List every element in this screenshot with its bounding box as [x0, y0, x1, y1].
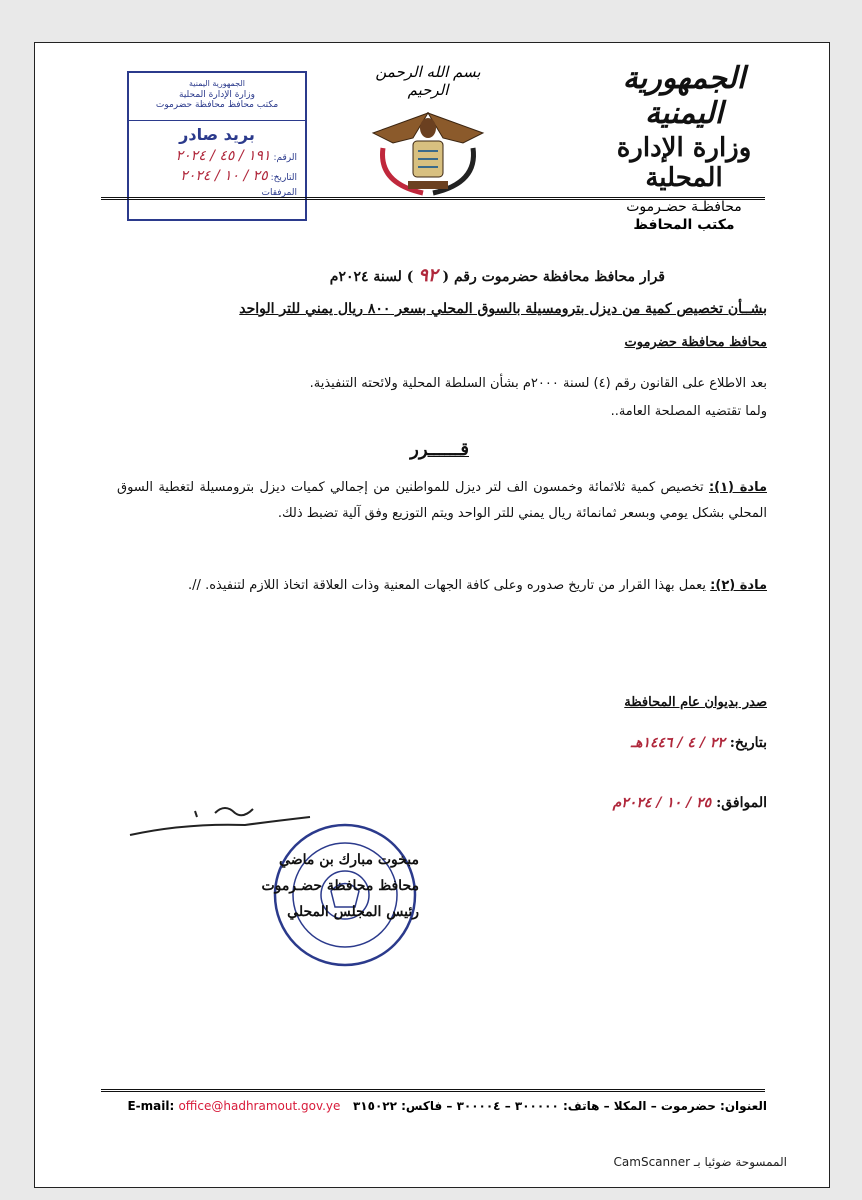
footer-address-text: العنوان: حضرموت – المكلا – هاتف: ٣٠٠٠٠٠ – ٣٠٠٠٠٤ – فاكس: ٣١٥٠٢٢ — [352, 1099, 767, 1113]
footer-address — [127, 1099, 767, 1113]
article-1 — [117, 475, 767, 527]
stamp-date-row — [129, 168, 305, 184]
stamp-ref-row — [129, 148, 305, 164]
signatory-name: مبخوت مبارك بن ماضي — [279, 852, 419, 868]
scanner-watermark: الممسوحة ضوئيا بـ CamScanner — [613, 1155, 787, 1169]
stamp-ref-value: ١٩١ / ٤٥ / ٢٠٢٤ — [175, 148, 271, 164]
decision-heading: قــــــرر — [410, 439, 469, 460]
stamp-line2: وزارة الإدارة المحلية — [179, 90, 255, 100]
hijri-date-value: ٢٢ / ٤ / ١٤٤٦هـ — [630, 735, 725, 751]
stamp-date-label: التاريخ: — [270, 173, 297, 183]
decree-subject: بشــأن تخصيص كمية من ديزل بترومسيلة بالسوق المحلي بسعر ٨٠٠ ريال يمني للتر الواحد — [239, 301, 767, 317]
header-divider — [101, 197, 765, 200]
ministry-name: وزارة الإدارة المحلية — [616, 133, 752, 193]
stamp-line3: مكتب محافظ محافظة حضرموت — [155, 100, 279, 110]
hijri-date — [631, 735, 767, 751]
gregorian-date-value: ٢٥ / ١٠ / ٢٠٢٤م — [612, 795, 712, 811]
issuance-heading: صدر بديوان عام المحافظة — [624, 695, 767, 710]
preamble-2: ولما تقتضيه المصلحة العامة.. — [610, 404, 767, 419]
gregorian-date-label: الموافق: — [716, 795, 767, 811]
stamp-line1: الجمهورية اليمنية — [188, 79, 245, 88]
footer-divider — [101, 1089, 765, 1092]
office-name: مكتب المحافظ — [633, 217, 735, 233]
governor-heading: محافظ محافظة حضرموت — [624, 335, 767, 350]
article-2-label: مادة (٢): — [710, 578, 767, 593]
stamp-att-label: المرفقات — [261, 188, 297, 198]
footer-email-label: E-mail: — [127, 1099, 175, 1113]
signatory-title2: رئيس المجلس المحلي — [287, 904, 419, 920]
letterhead — [579, 61, 789, 233]
hijri-date-label: بتاريخ: — [729, 735, 767, 751]
stamp-title: بريد صادر — [129, 120, 305, 144]
article-1-text: تخصيص كمية ثلاثمائة وخمسون الف لتر ديزل للمواطنين من إجمالي كميات ديزل بترومسيلة لتغطية السوق المحلي بشكل يومي وبسعر ثمانمائة ريال يمني للتر الواحد ويتم التوزيع وفق آلية تضبط ذلك. — [117, 480, 767, 521]
decree-title-prefix: قرار محافظ محافظة حضرموت رقم ( — [442, 269, 665, 285]
decree-title — [330, 265, 665, 286]
footer-email-value[interactable]: office@hadhramout.gov.ye — [178, 1099, 341, 1113]
country-name: الجمهورية اليمنية — [622, 61, 746, 131]
preamble-1: بعد الاطلاع على القانون رقم (٤) لسنة ٢٠٠٠م بشأن السلطة المحلية ولائحته التنفيذية. — [309, 376, 767, 391]
article-2 — [117, 573, 767, 599]
stamp-ref-label: الرقم: — [273, 153, 297, 163]
basmala: بسم الله الرحمن الرحيم — [375, 63, 481, 99]
stamp-date-value: ٢٥ / ١٠ / ٢٠٢٤ — [180, 168, 268, 184]
governorate-name: محافظـة حضـرموت — [626, 199, 742, 215]
footer-email — [127, 1099, 340, 1113]
yemen-eagle-emblem — [363, 93, 493, 203]
article-2-text: يعمل بهذا القرار من تاريخ صدوره وعلى كافة الجهات المعنية وذات العلاقة اتخاذ اللازم لتنفيذه. //. — [188, 578, 711, 593]
signatory-title1: محافظ محافظة حضـرموت — [261, 878, 419, 894]
signatory-block — [261, 847, 419, 925]
decree-number: ٩٢ — [418, 265, 438, 286]
gregorian-date — [613, 795, 767, 811]
decree-title-suffix: ) لسنة ٢٠٢٤م — [329, 269, 414, 285]
article-1-label: مادة (١): — [708, 480, 767, 495]
document-page — [34, 42, 830, 1188]
